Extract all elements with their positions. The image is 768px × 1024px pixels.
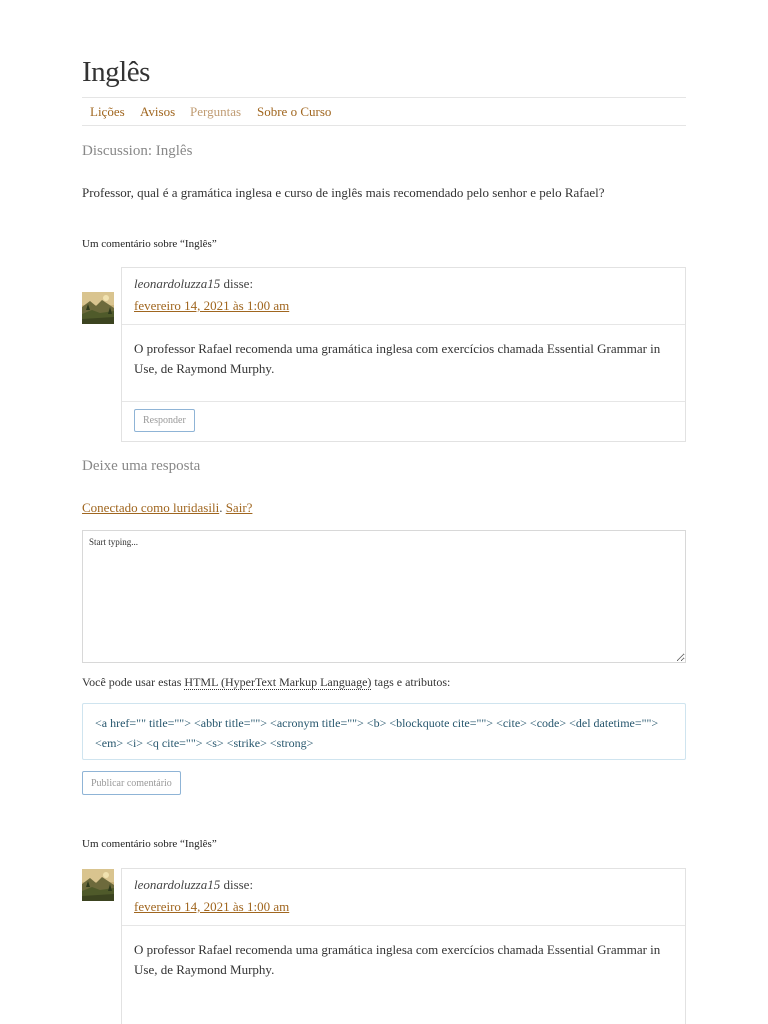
nav-item-perguntas[interactable]: Perguntas bbox=[190, 104, 242, 119]
comment-textarea[interactable] bbox=[82, 530, 686, 663]
avatar[interactable] bbox=[82, 292, 114, 324]
reply-button[interactable]: Responder bbox=[134, 409, 195, 432]
logged-in-prefix: Conectado como bbox=[82, 500, 173, 515]
comments-title: Um comentário sobre “Inglês” bbox=[82, 838, 217, 850]
comment-date-link[interactable]: fevereiro 14, 2021 às 1:00 am bbox=[134, 298, 290, 313]
reply-title: Deixe uma resposta bbox=[82, 458, 201, 474]
comment-author-line bbox=[134, 877, 253, 893]
question-text: Professor, qual é a gramática inglesa e curso de inglês mais recomendado pelo senhor e pelo Rafael? bbox=[82, 185, 605, 200]
nav-item-sobre-o-curso[interactable]: Sobre o Curso bbox=[257, 104, 332, 119]
avatar[interactable] bbox=[82, 869, 114, 901]
comment-date-link[interactable]: fevereiro 14, 2021 às 1:00 am bbox=[134, 899, 290, 914]
comment-meta bbox=[122, 869, 685, 926]
comment bbox=[121, 868, 686, 1024]
comment-body: O professor Rafael recomenda uma gramática inglesa com exercícios chamada Essential Grammar in Use, de Raymond Murphy. bbox=[134, 942, 661, 977]
allowed-prefix: Você pode usar estas bbox=[82, 675, 185, 689]
site-title[interactable]: Inglês bbox=[82, 56, 150, 88]
nav-item-avisos[interactable]: Avisos bbox=[140, 104, 176, 119]
discussion-title: Discussion: Inglês bbox=[82, 143, 193, 159]
reply-row bbox=[122, 401, 685, 442]
main-nav bbox=[82, 97, 686, 126]
allowed-tags-code: <a href="" title=""> <abbr title=""> <acronym title=""> <b> <blockquote cite=""> <cite> <code> <del datetime=""> <em> <i> <q cite=""> <s> <strike> <strong> bbox=[82, 703, 686, 760]
allowed-suffix: tags e atributos: bbox=[371, 675, 451, 689]
html-abbr: HTML (HyperText Markup Language) bbox=[184, 675, 372, 689]
logged-in-username: luridasili bbox=[172, 500, 220, 515]
comment-says: disse: bbox=[223, 276, 254, 291]
comment-body: O professor Rafael recomenda uma gramática inglesa com exercícios chamada Essential Grammar in Use, de Raymond Murphy. bbox=[134, 341, 661, 376]
comment-meta bbox=[122, 268, 685, 325]
avatar-landscape-image bbox=[82, 869, 114, 901]
logged-in-line: Conectado como luridasili. Sair? bbox=[82, 500, 253, 515]
submit-comment-button[interactable]: Publicar comentário bbox=[82, 771, 181, 795]
avatar-landscape-image bbox=[82, 292, 114, 324]
nav-item-licoes[interactable]: Lições bbox=[90, 104, 125, 119]
logged-in-user-link[interactable] bbox=[82, 500, 219, 515]
comment-says: disse: bbox=[223, 877, 254, 892]
logout-link[interactable]: Sair? bbox=[225, 500, 253, 515]
comment-author[interactable]: leonardoluzza15 bbox=[134, 877, 221, 892]
comment-author[interactable]: leonardoluzza15 bbox=[134, 276, 221, 291]
comments-title: Um comentário sobre “Inglês” bbox=[82, 238, 217, 250]
comment-author-line bbox=[134, 276, 253, 292]
allowed-tags-label bbox=[82, 675, 450, 690]
comment bbox=[121, 267, 686, 442]
